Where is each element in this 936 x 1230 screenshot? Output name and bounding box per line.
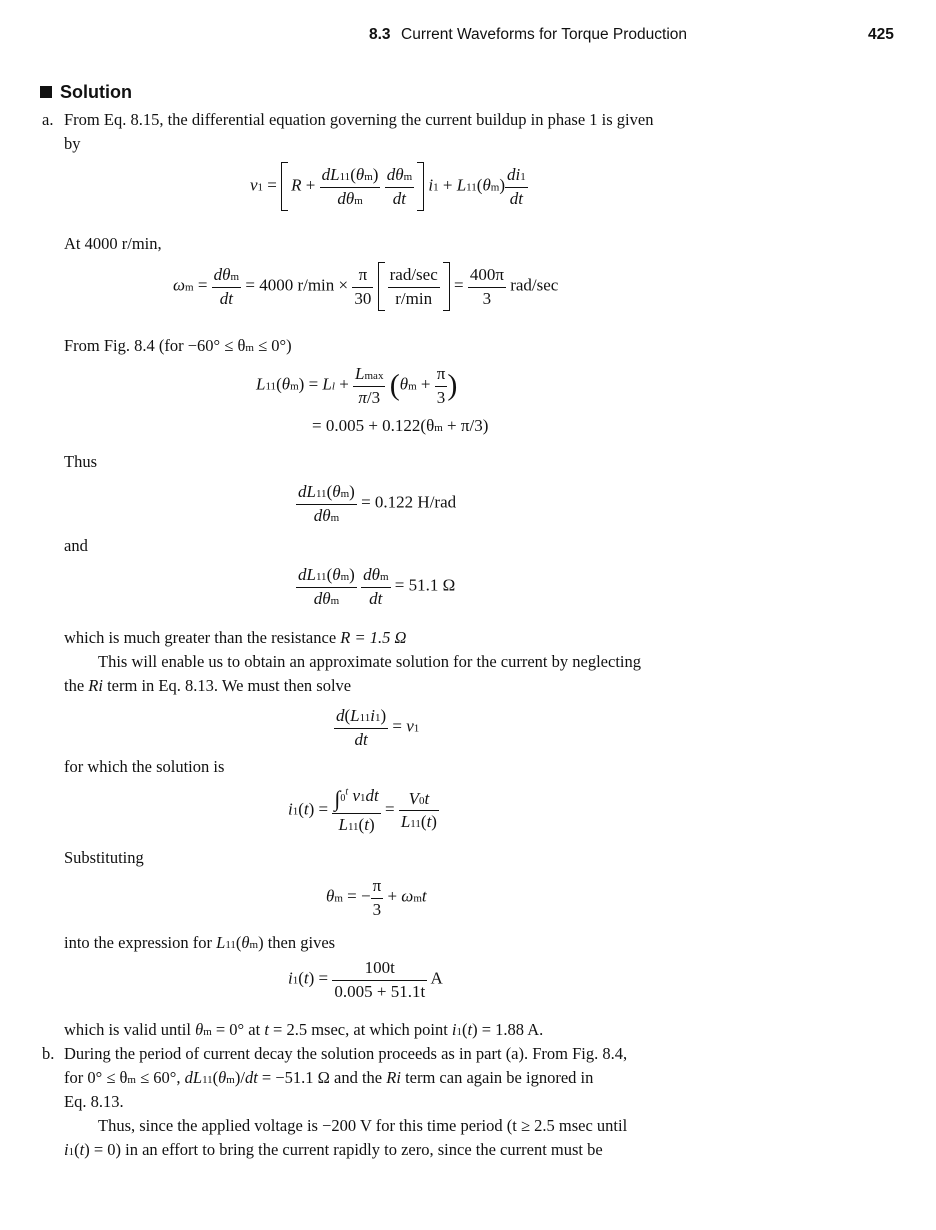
at-speed-text: At 4000 r/min,	[64, 234, 162, 253]
voltage-equation: v1 = R + $\frac{dL11(\theta m)}{\text{dθm}}$ $\frac{\text{dθm}}{dt}$ i1 + L11(θm) $\frac{di1}{dt}$	[250, 162, 528, 211]
dl-dt-equation: $\frac{dL11(\theta m)}{\text{dθm}}$ $\frac{\text{dθm}}{dt}$ = 51.1 Ω	[298, 565, 456, 608]
page-number: 425	[868, 26, 894, 43]
thus-text: Thus	[64, 452, 97, 471]
part-b-label: b.	[42, 1044, 55, 1063]
running-header	[369, 26, 687, 44]
for-which-text: for which the solution is	[64, 757, 225, 776]
and-text: and	[64, 536, 88, 555]
enable-line1: This will enable us to obtain an approximate solution for the current by neglecting	[98, 652, 641, 671]
section-title: Current Waveforms for Torque Production	[401, 26, 688, 43]
part-b-line2: for 0° ≤ θm ≤ 60°, dL11(θm)/dt = −51.1 Ω and the Ri term can again be ignored in	[64, 1068, 594, 1087]
part-b-line5: i1(t) = 0) in an effort to bring the current rapidly to zero, since the current must be	[64, 1140, 603, 1159]
section-number: 8.3	[369, 26, 391, 43]
current-integral-equation: i1(t) = $\frac{\int 0^t v1dt}{L11(t)}$ = $\frac{V0t}{L11(t)}$	[288, 786, 437, 835]
omega-equation: ωm = $\frac{\text{dθm}}{dt}$ = 4000 r/min × $\frac{\pi}{30}$ $\frac{\text{rad/sec}}{r/\min}$ = $\frac{400\pi}{3}$ rad/sec	[173, 262, 558, 311]
into-expression-text: into the expression for L11(θm) then gives	[64, 933, 336, 952]
part-b-line1: During the period of current decay the solution proceeds as in part (a). From Fig. 8.4,	[64, 1044, 628, 1063]
solve-equation: $\frac{d(L11i1)}{dt}$ = v1	[336, 706, 420, 749]
part-a-line2: by	[64, 134, 81, 153]
much-greater-text: which is much greater than the resistance R = 1.5 Ω	[64, 628, 407, 647]
substituting-text: Substituting	[64, 848, 144, 867]
part-a-label: a.	[42, 110, 54, 129]
part-a-line1: From Eq. 8.15, the differential equation governing the current buildup in phase 1 is given	[64, 110, 654, 129]
enable-line2: the Ri term in Eq. 8.13. We must then solve	[64, 676, 352, 695]
dl-dtheta-equation: $\frac{dL11(\theta m)}{\text{dθm}}$ = 0.122 H/rad	[298, 482, 457, 525]
current-result-equation: i1(t) = $\frac{100t}{0.005 + 51.1t}$ A	[288, 958, 443, 1001]
heading-square-icon	[40, 86, 52, 98]
inductance-equation: L11(θm) = Ll + $\frac{Lmax}{\pi/3}$ (θm + $\frac{\pi}{3}$ )	[256, 364, 458, 407]
part-b-line4: Thus, since the applied voltage is −200 V for this time period (t ≥ 2.5 msec until	[98, 1116, 628, 1135]
inductance-numeric: = 0.005 + 0.122(θm + π/3)	[312, 416, 489, 435]
from-fig-text: From Fig. 8.4 (for −60° ≤ θm ≤ 0°)	[64, 336, 292, 355]
valid-until-text: which is valid until θm = 0° at t = 2.5 msec, at which point i1(t) = 1.88 A.	[64, 1020, 544, 1039]
part-b-line3: Eq. 8.13.	[64, 1092, 124, 1111]
theta-equation: θm = − $\frac{\pi}{3}$ + ωmt	[326, 876, 427, 919]
solution-heading: Solution	[40, 82, 132, 103]
